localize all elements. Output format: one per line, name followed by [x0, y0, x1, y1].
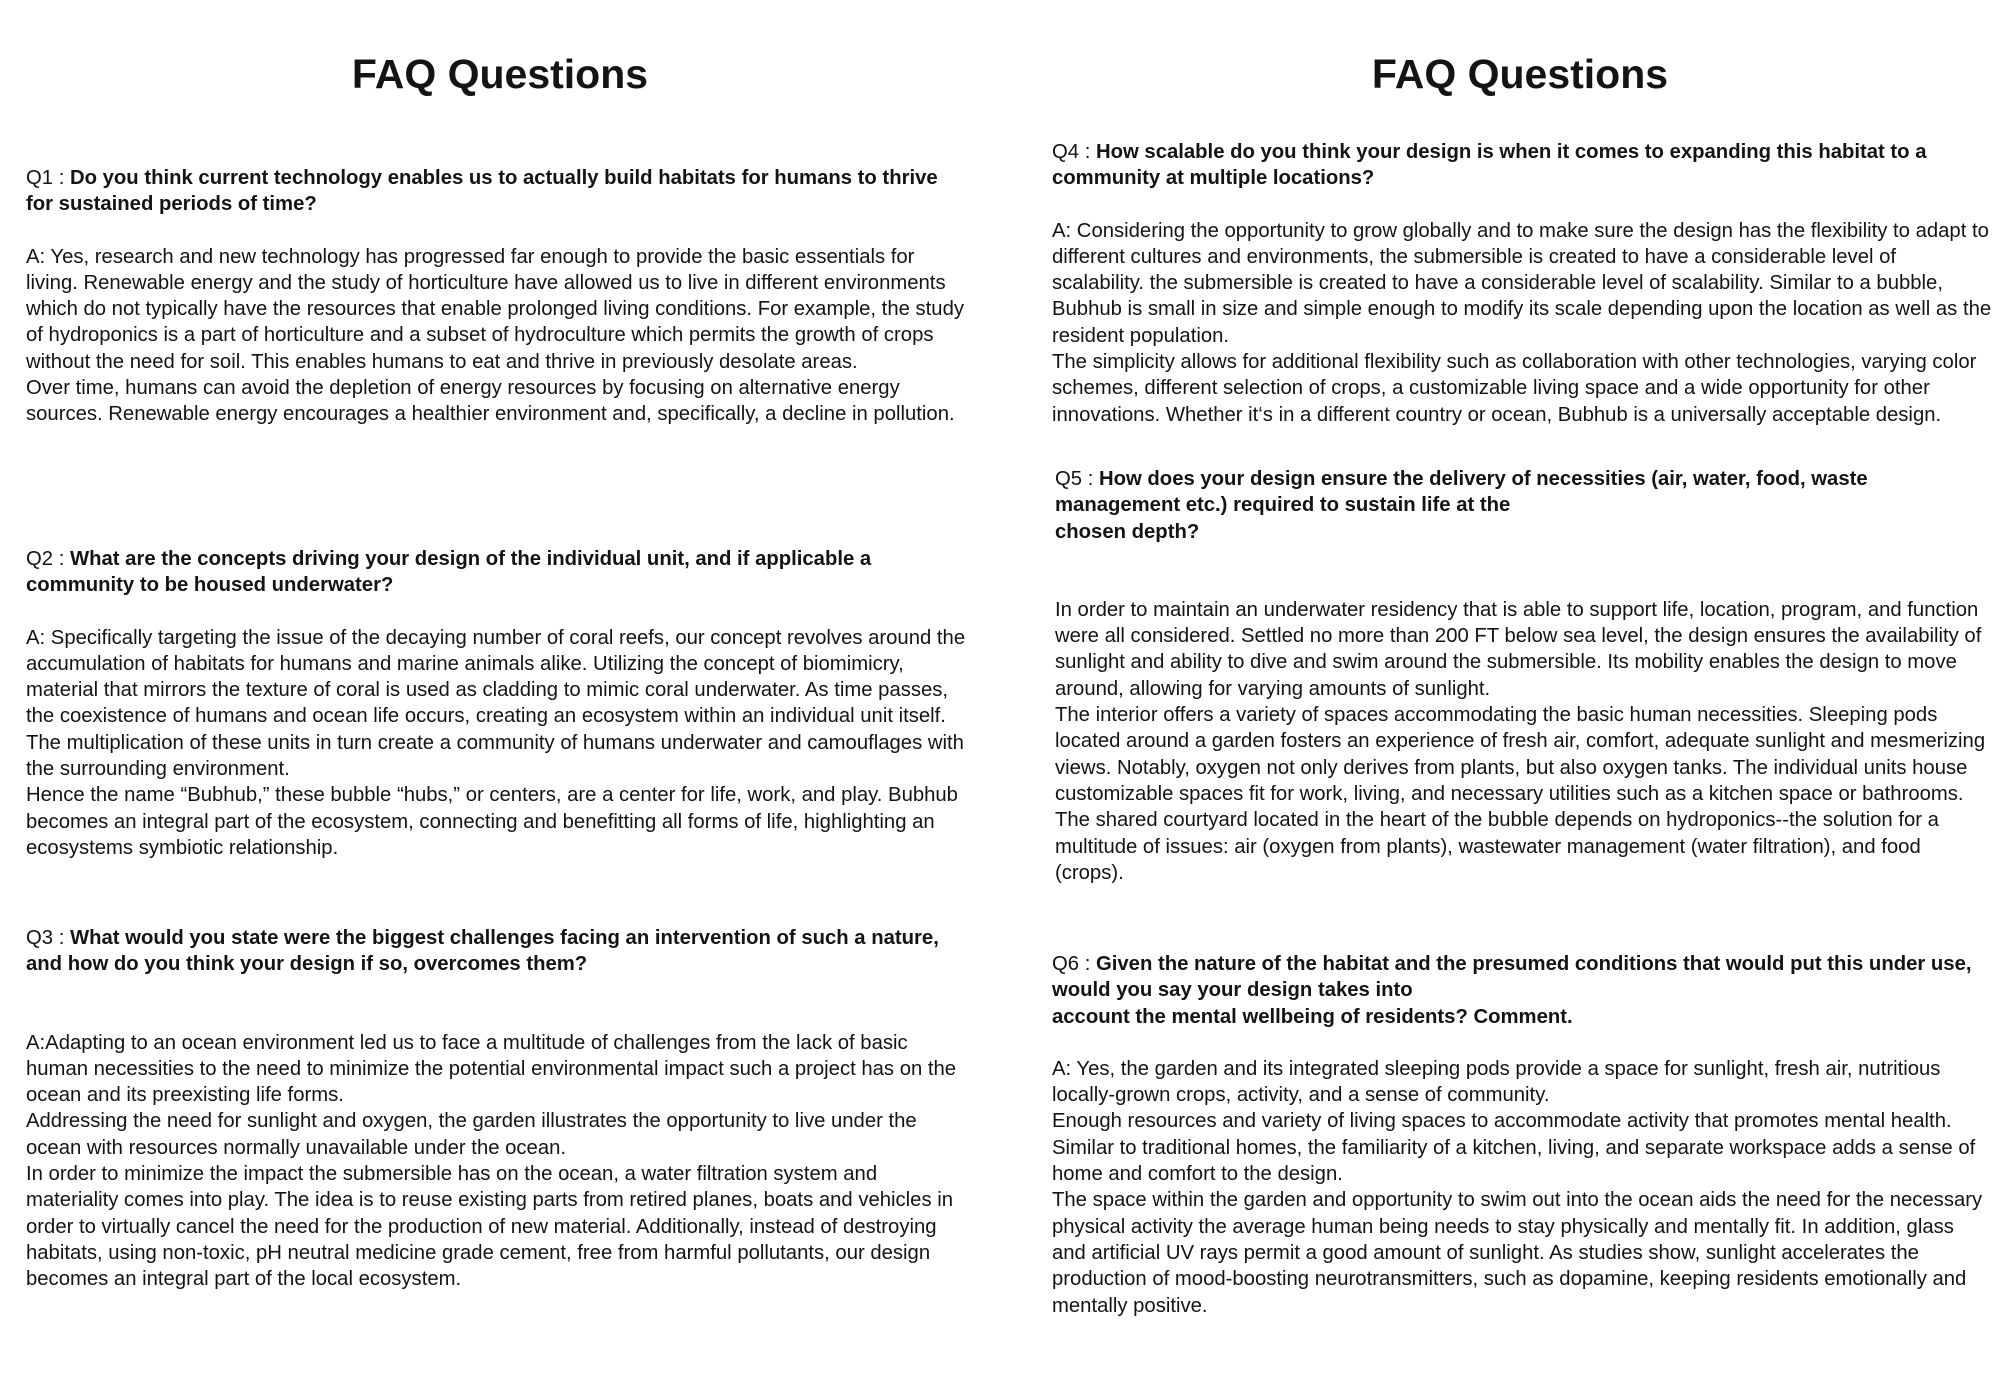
faq-item-q1 [26, 165, 966, 428]
faq-item-q2 [26, 546, 966, 861]
question-number: Q6 : [1052, 953, 1096, 975]
answer-text: A: Yes, the garden and its integrated sleeping pods provide a space for sunlight, fresh air, nutritious locally-grown crops, activity, and a sense of community. Enough resources and variety of living spaces to accommodate activity that promotes mental health. Similar to traditional homes, the familiarity of a kitchen, living, and separate workspace adds a sense of home and comfort to the design. The space within the garden and opportunity to swim out into the ocean aids the need for the necessary physical activity the average human being needs to stay physically and mentally fit. In addition, glass and artificial UV rays permit a good amount of sunlight. As studies show, sunlight accelerates the production of mood-boosting neurotransmitters, such as dopamine, keeping residents emotionally and mentally positive. [1052, 1057, 1983, 1317]
answer-text: A:Adapting to an ocean environment led us to face a multitude of challenges from the lack of basic human necessities to the need to minimize the potential environmental impact such a project has on the ocean and its preexisting life forms. Addressing the need for sunlight and oxygen, the garden illustrates the opportunity to live under the ocean with resources normally unavailable under the ocean. In order to minimize the impact the submersible has on the ocean, a water filtration system and materiality comes into play. The idea is to reuse existing parts from retired planes, boats and vehicles in order to virtually cancel the need for the production of new material. Additionally, instead of destroying habitats, using non-toxic, pH neutral medicine grade cement, free from harmful pollutants, our design becomes an integral part of the local ecosystem. [26, 1031, 957, 1291]
question [1052, 951, 1992, 1030]
page-title: FAQ Questions [351, 51, 649, 97]
question-text: What would you state were the biggest challenges facing an intervention of such a nature, and how do you think your design if so, overcomes them? [26, 927, 939, 976]
question-number: Q1 : [26, 167, 70, 189]
question-text: Do you think current technology enables us to actually build habitats for humans to thrive for sustained periods of time? [26, 167, 938, 216]
answer-text: A: Yes, research and new technology has progressed far enough to provide the basic essentials for living. Renewable energy and the study of horticulture have allowed us to live in different environments which do not typically have the resources that enable prolonged living conditions. For example, the study of hydroponics is a part of horticulture and a subset of hydroculture which permits the growth of crops without the need for soil. This enables humans to eat and thrive in previously desolate areas. Over time, humans can avoid the depletion of energy resources by focusing on alternative energy sources. Renewable energy encourages a healthier environment and, specifically, a decline in pollution. [26, 245, 964, 426]
question-number: Q4 : [1052, 141, 1096, 163]
question [26, 165, 966, 218]
question [1052, 139, 1992, 192]
faq-item-q3 [26, 925, 966, 1293]
right-page [1000, 0, 2000, 1387]
question [26, 546, 966, 599]
faq-item-q6 [1052, 951, 1992, 1319]
question-number: Q3 : [26, 927, 70, 949]
faq-item-q4 [1052, 139, 1992, 428]
question [26, 925, 966, 978]
answer-text: A: Considering the opportunity to grow globally and to make sure the design has the flexibility to adapt to different cultures and environments, the submersible is created to have a considerable level of scalability. the submersible is created to have a considerable level of scalability. Similar to a bubble, Bubhub is small in size and simple enough to modify its scale depending upon the location as well as the resident population. The simplicity allows for additional flexibility such as collaboration with other technologies, varying color schemes, different selection of crops, a customizable living space and a wide opportunity for other innovations. Whether it‘s in a different country or ocean, Bubhub is a universally acceptable design. [1052, 219, 1992, 426]
page-title: FAQ Questions [1371, 51, 1669, 97]
question-number: Q2 : [26, 548, 70, 570]
question [1055, 466, 1955, 545]
question-text: How scalable do you think your design is when it comes to expanding this habitat to a community at multiple locations? [1052, 141, 1927, 190]
faq-item-q5 [1055, 466, 1986, 886]
question-text: How does your design ensure the delivery of necessities (air, water, food, waste management etc.) required to sustain life at the chosen depth? [1055, 468, 1868, 543]
question-number: Q5 : [1055, 468, 1099, 490]
question-text: What are the concepts driving your design of the individual unit, and if applicable a community to be housed underwater? [26, 548, 872, 597]
answer-text: In order to maintain an underwater residency that is able to support life, location, program, and function were all considered. Settled no more than 200 FT below sea level, the design ensures the availability of sunlight and ability to dive and swim around the submersible. Its mobility enables the design to move around, allowing for varying amounts of sunlight. The interior offers a variety of spaces accommodating the basic human necessities. Sleeping pods located around a garden fosters an experience of fresh air, comfort, adequate sunlight and mesmerizing views. Notably, oxygen not only derives from plants, but also oxygen tanks. The individual units house customizable spaces fit for work, living, and necessary utilities such as a kitchen space or bathrooms. The shared courtyard located in the heart of the bubble depends on hydroponics--the solution for a multitude of issues: air (oxygen from plants), wastewater management (water filtration), and food (crops). [1055, 598, 1986, 884]
question-text: Given the nature of the habitat and the presumed conditions that would put this under use, would you say your design takes into account the mental wellbeing of residents? Comment. [1052, 953, 1972, 1028]
answer-text: A: Specifically targeting the issue of the decaying number of coral reefs, our concept revolves around the accumulation of habitats for humans and marine animals alike. Utilizing the concept of biomimicry, material that mirrors the texture of coral is used as cladding to mimic coral underwater. As time passes, the coexistence of humans and ocean life occurs, creating an ecosystem within an individual unit itself. The multiplication of these units in turn create a community of humans underwater and camouflages with the surrounding environment. Hence the name “Bubhub,” these bubble “hubs,” or centers, are a center for life, work, and play. Bubhub becomes an integral part of the ecosystem, connecting and benefitting all forms of life, highlighting an ecosystems symbiotic relationship. [26, 626, 966, 859]
